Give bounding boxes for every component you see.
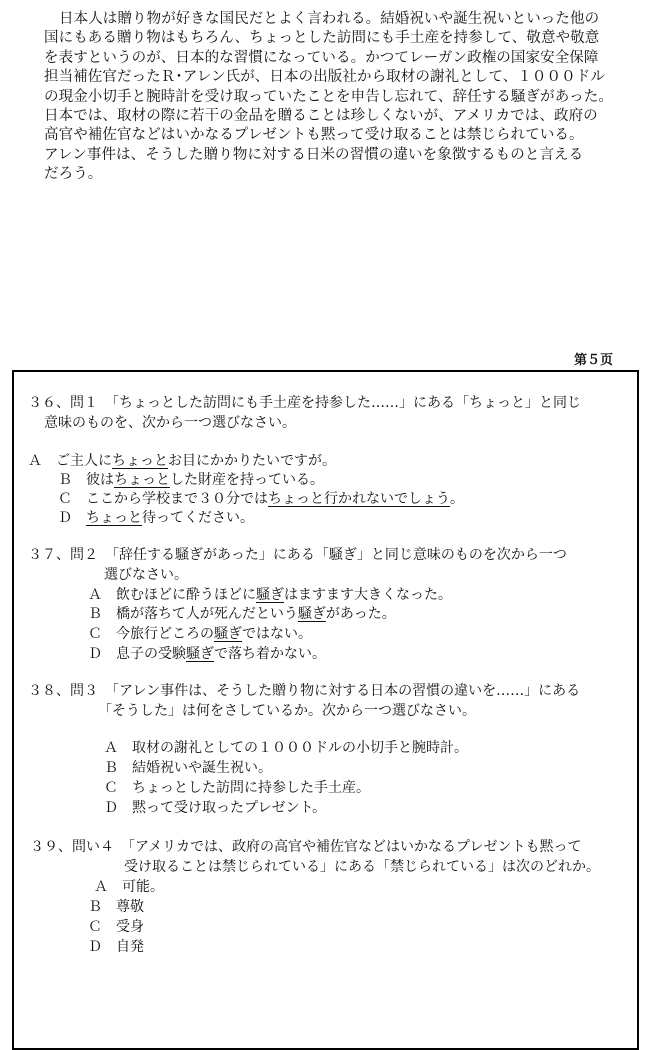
option-text: があった。 [325,606,396,622]
option-text: 。 [450,491,464,507]
question-36-option-a[interactable] [28,452,336,470]
underlined-term: 騒ぎ [297,606,326,622]
option-text: で落ち着かない。 [214,646,326,662]
question-37-option-a[interactable] [88,586,452,604]
question-36-option-d[interactable] [58,509,254,527]
question-39-option-c[interactable]: Ｃ 受身 [88,919,144,935]
passage-line: を表すというのが、日本的な習慣になっている。かつてレーガン政権の国家安全保障 [44,49,599,66]
question-37-option-c[interactable] [88,625,312,643]
option-text: Ｃ ここから学校まで３０分では [58,491,268,507]
page-number: 第５页 [574,353,614,368]
question-38-stem: ３８、問３ 「アレン事件は、そうした贈り物に対する日本の習慣の違いを……」にある [28,683,581,699]
question-39-option-a[interactable]: Ａ 可能。 [94,879,164,895]
reading-passage [44,10,636,185]
underlined-term: ちょっと [114,472,170,488]
option-text: した財産を持っている。 [170,472,324,488]
passage-line: 日本では、取材の際に若干の金品を贈ることは珍しくないが、アメリカでは、政府の [44,108,598,125]
question-36-option-c[interactable] [58,490,464,508]
option-text: ではない。 [242,626,312,642]
question-38-stem-cont: 「そうした」は何をさしているか。次から一つ選びなさい。 [98,703,476,719]
question-37-stem: ３７、問２ 「辞任する騒ぎがあった」にある「騒ぎ」と同じ意味のものを次から一つ [28,547,567,563]
question-37-option-d[interactable] [88,645,326,663]
passage-line: の現金小切手と腕時計を受け取っていたことを申告し忘れて、辞任する騒ぎがあった。 [44,88,613,105]
question-37-stem-cont: 選びなさい。 [104,567,188,583]
question-36-stem: ３６、問１ 「ちょっとした訪問にも手土産を持参した……」にある「ちょっと」と同じ [28,395,581,411]
option-text: 待ってください。 [142,510,254,526]
option-text: Ｃ 今旅行どころの [88,626,214,642]
question-39-option-b[interactable]: Ｂ 尊敬 [88,899,144,915]
question-36-stem-cont: 意味のものを、次から一つ選びなさい。 [44,415,296,431]
underlined-term: ちょっと [86,510,142,526]
question-38-option-a[interactable]: Ａ 取材の謝礼としての１０００ドルの小切手と腕時計。 [104,740,468,756]
underlined-term: ちょっと行かれないでしょう [268,491,450,507]
question-36-option-b[interactable] [58,471,324,489]
question-39-stem: ３９、問い４ 「アメリカでは、政府の高官や補佐官などはいかなるプレゼントも黙って [30,839,582,855]
option-text: Ａ 飲むほどに酔うほどに [88,587,256,603]
passage-line: 日本人は贈り物が好きな国民だとよく言われる。結婚祝いや誕生祝いといった他の [59,11,600,27]
underlined-term: 騒ぎ [214,626,242,642]
question-38-option-b[interactable]: Ｂ 結婚祝いや誕生祝い。 [104,760,272,776]
question-38-option-c[interactable]: Ｃ ちょっとした訪問に持参した手土産。 [104,780,370,796]
option-text: はますます大きくなった。 [284,587,452,603]
option-text: Ｂ 橋が落ちて人が死んだという [88,606,298,622]
question-39-stem-cont: 受け取ることは禁じられている」にある「禁じられている」は次のどれか。 [124,859,600,875]
option-text: Ｄ 息子の受験 [88,646,186,662]
underlined-term: 騒ぎ [256,587,284,603]
question-box [12,370,639,1050]
option-text: Ｄ [58,510,86,526]
question-37-option-b[interactable] [88,605,396,623]
question-39-option-d[interactable]: Ｄ 自発 [88,939,144,955]
underlined-term: 騒ぎ [186,646,214,662]
passage-line: アレン事件は、そうした贈り物に対する日米の習慣の違いを象徴するものと言える [44,146,584,163]
passage-line: 担当補佐官だったＲ･アレン氏が、日本の出版社から取材の謝礼として、１０００ドル [44,69,605,86]
question-38-option-d[interactable]: Ｄ 黙って受け取ったプレゼント。 [104,800,327,816]
underlined-term: ちょっと [112,453,168,469]
passage-line: だろう。 [44,166,103,183]
option-text: Ａ ご主人に [28,453,112,469]
option-text: Ｂ 彼は [58,472,114,488]
passage-line: 国にもある贈り物はもちろん、ちょっとした訪問にも手土産を持参して、敬意や敬意 [44,30,600,47]
option-text: お目にかかりたいですが。 [168,453,336,469]
passage-line: 高官や補佐官などはいかなるプレゼントも黙って受け取ることは禁じられている。 [44,127,584,144]
